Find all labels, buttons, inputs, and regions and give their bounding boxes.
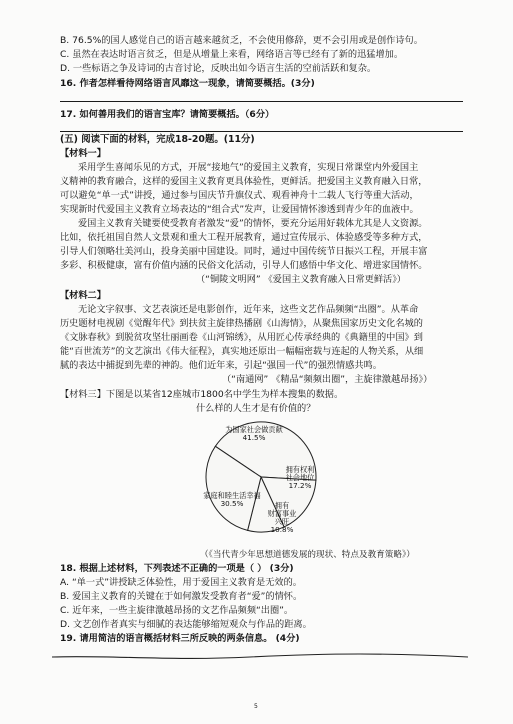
pie-label-2-3: 10.8% [270, 525, 294, 534]
m2-source: （“南通网” 《精品“频频出圈”，主旋律激越昂扬》） [222, 374, 433, 385]
pie-label-2-2: 兴旺 [274, 517, 290, 526]
page-number: 5 [254, 703, 258, 710]
q18-option-b: B. 爱国主义教育的关键在于如何激发受教育者“爱”的情怀。 [60, 591, 303, 602]
option-b-line: B. 76.5%的国人感觉自己的语言越来越贫乏，不会使用修辞，更不会引用或是创作诗句。 [60, 35, 423, 46]
m1-line-5: 爱国主义教育关键要使受教育者激发“爱”的情怀，要充分运用好载体尤其是人文资源。 [78, 218, 428, 229]
pie-label-1-2: 17.2% [288, 481, 312, 490]
answer-wavy-rule-19 [50, 651, 470, 663]
material-2-title: 【材料二】 [60, 290, 106, 301]
m1-line-8: 多彩、积极健康，富有价值内涵的民俗文化活动，引导人们感悟中华文化、增进家国情怀。 [60, 260, 428, 271]
m2-line-5: 腻的表达中捕捉到先辈的神韵。他们近年来，引起“强国一代”的强烈情感共鸣。 [60, 360, 382, 371]
answer-rule-16 [60, 101, 463, 102]
m2-line-1: 无论文字叙事、文艺表演还是电影创作，近年来，这些文艺作品频频“出圈”。从革命 [78, 304, 419, 315]
material-3-source: （《当代青少年思想道德发展的现状、特点及教育策略》） [200, 550, 415, 560]
m1-line-6: 比如，依托祖国自然人文景观和重大工程开展教育，通过宣传展示、体验感受等多种方式， [60, 232, 428, 243]
option-d-line: D. 一些标语之争及诗词的古音讨论，反映出如今语言生活的空前活跃和复杂。 [60, 63, 377, 74]
material-3-line [60, 389, 343, 401]
m1-line-4: 实现新时代爱国主义教育立场表达的“组合式”发声，让爱国情怀渗透到青少年的血液中。 [60, 204, 419, 215]
pie-label-1-0: 拥有权利 [285, 465, 315, 474]
question-18: 18. 根据上述材料，下列表述不正确的一项是（ ） (3分) [60, 563, 294, 574]
m1-line-1: 采用学生喜闻乐见的方式，开展“接地气”的爱国主义教育，实现日常课堂内外爱国主 [78, 162, 419, 173]
question-19: 19. 请用简洁的语言概括材料三所反映的两条信息。 (4分) [60, 633, 300, 644]
pie-label-2-1: 财富事业 [267, 509, 297, 518]
m1-line-7: 引导人们领略壮美河山，投身美丽中国建设。同时，通过中国传统节日振兴工程，开展丰富 [60, 246, 428, 257]
m1-line-2: 义精神的教育融合，这样的爱国主义教育更具体验性，更鲜活。把爱国主义教育融入日常， [60, 176, 428, 187]
pie-label-1-1: 社会地位 [285, 473, 315, 482]
pie-chart [196, 416, 326, 538]
pie-label-0-0: 为国家社会做贡献 [225, 425, 283, 434]
pie-svg [196, 416, 326, 538]
pie-label-0-1: 41.5% [242, 433, 266, 442]
m1-line-3: 可以避免“单一式”讲授，通过参与国庆节升旗仪式、观看神舟十二载人飞行等重大活动， [60, 190, 419, 201]
m2-line-2: 历史题材电视剧《觉醒年代》到扶贫主旋律热播剧《山海情》，从聚焦国家历史文化名城的 [60, 318, 423, 329]
chart-question: 什么样的人生才是有价值的？ [196, 403, 316, 414]
m2-line-3: 《文脉春秋》到脱贫攻坚壮丽画卷《山河锦绣》，从用匠心传承经典的《典籍里的中国》到 [60, 332, 423, 343]
q18-option-d: D. 文艺创作者真实与细腻的表达能够缩短观众与作品的距离。 [60, 619, 312, 630]
option-c-line: C. 虽然在表达时语言贫乏，但是从增量上来看，网络语言等已经有了新的迅猛增加。 [60, 49, 404, 60]
material-1-title: 【材料一】 [60, 148, 106, 159]
question-17: 17. 如何善用我们的语言宝库？请简要概括。（6分） [60, 109, 275, 120]
pie-label-2-0: 拥有 [274, 501, 290, 510]
answer-rule-17 [60, 131, 463, 132]
material-3-text: 【材料三】下图是以某省12座城市1800名中学生为样本搜集的数据。 [60, 389, 344, 400]
m1-source: （“铜陵文明网” 《爱国主义教育融入日常更鲜活》） [196, 274, 406, 285]
q18-option-a: A. “单一式”讲授缺乏体验性，用于爱国主义教育是无效的。 [60, 577, 302, 588]
question-16: 16. 作者怎样看待网络语言风靡这一现象，请简要概括。(3分) [60, 78, 315, 89]
pie-label-3-1: 30.5% [220, 499, 244, 508]
q18-option-c: C. 近年来，一些主旋律激越昂扬的文艺作品频频“出圈”。 [60, 605, 294, 616]
pie-label-3-0: 家庭和睦生活幸福 [203, 491, 261, 500]
m2-line-4: 能“百世流芳”的文艺演出《伟大征程》，真实地还原出一幅幅密载与连起的人物关系，从细 [60, 346, 424, 357]
section-title: (五) 阅读下面的材料，完成18-20题。(11分) [60, 134, 255, 145]
